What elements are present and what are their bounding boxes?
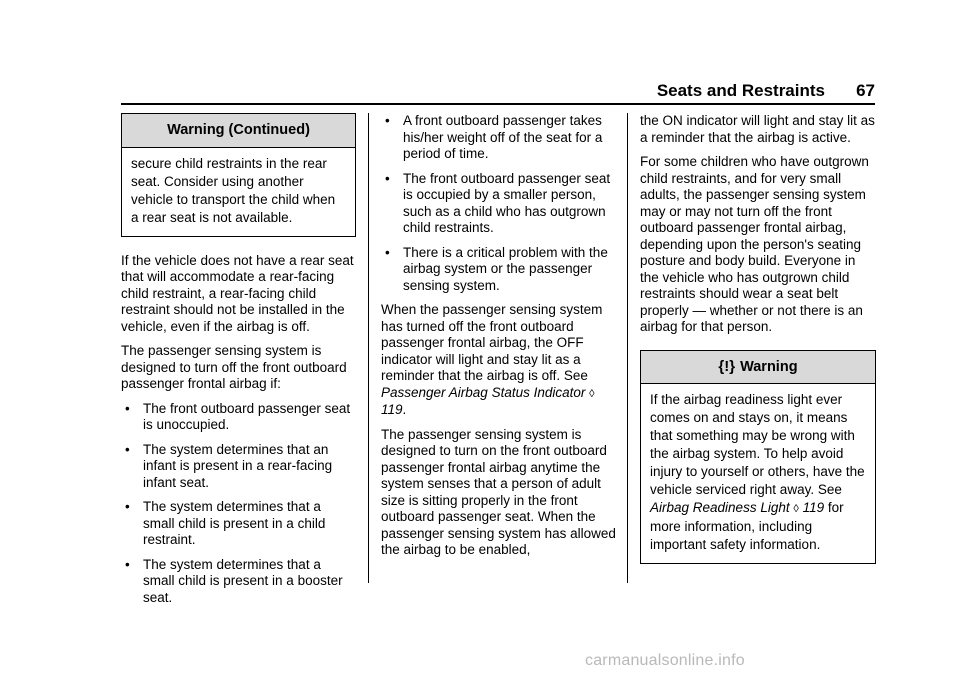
warning-continued-title: Warning (Continued): [122, 114, 355, 148]
page-number: 67: [856, 81, 875, 100]
list-item: • There is a critical problem with the airbag system or the passenger sensing system.: [385, 244, 608, 293]
column-1: [121, 113, 356, 614]
bullet-icon: •: [385, 170, 390, 186]
paragraph: When the passenger sensing system has turned off the front outboard passenger frontal airbag, the OFF indicator will light and stay lit as a reminder that the airbag is off. See Passenger Airbag Status Indicator ◊ 119.: [381, 302, 603, 417]
warning-continued-body: secure child restraints in the rear seat. Consider using another vehicle to transport the child when a rear seat is not available.: [131, 155, 336, 225]
page-reference-number[interactable]: 119: [381, 402, 403, 417]
warning-icon: {!}: [718, 357, 736, 375]
page-reference-number[interactable]: 119: [802, 500, 825, 515]
column-3: [640, 113, 876, 564]
list-item: • A front outboard passenger takes his/her weight off of the seat for a period of time.: [385, 113, 603, 161]
bullet-icon: •: [125, 400, 130, 416]
paragraph: If the vehicle does not have a rear seat that will accommodate a rear-facing child restraint, a rear-facing child restraint should not be installed in the vehicle, even if the airbag is off.: [121, 252, 354, 334]
warning-box: [640, 350, 876, 565]
warning-title: {!} Warning: [641, 351, 875, 385]
bullet-icon: •: [385, 244, 390, 260]
bullet-icon: •: [385, 113, 390, 128]
section-title: Seats and Restraints: [656, 81, 825, 100]
list-item: • The front outboard passenger seat is unoccupied.: [125, 400, 351, 432]
list-item: • The system determines that a small child is present in a child restraint.: [125, 499, 326, 547]
warning-body: If the airbag readiness light ever comes on and stays on, it means that something may be wrong with the airbag system. To help avoid injury to yourself or others, have the vehicle serviced right away. See Airbag Readiness Light ◊ 119 for more information, including important safety information.: [650, 392, 865, 552]
list-item: • The front outboard passenger seat is occupied by a smaller person, such as a child who has outgrown child restraints.: [385, 170, 611, 235]
list-item: • The system determines that an infant is present in a rear-facing infant seat.: [125, 441, 333, 490]
page-header: [121, 81, 875, 105]
bullet-icon: •: [125, 441, 130, 457]
warning-continued-box: [121, 113, 356, 237]
page-reference-icon: ◊: [589, 387, 595, 400]
column-divider-1: [368, 113, 369, 583]
column-divider-2: [627, 113, 628, 583]
column-2: [381, 113, 616, 567]
paragraph: The passenger sensing system is designed to turn off the front outboard passenger frontal airbag if:: [121, 343, 347, 391]
watermark: carmanualsonline.info: [585, 652, 745, 669]
cross-reference-link[interactable]: Airbag Readiness Light: [650, 500, 790, 515]
bullet-icon: •: [125, 556, 130, 572]
cross-reference-link[interactable]: Passenger Airbag Status Indicator: [381, 384, 586, 400]
page-reference-icon: ◊: [793, 503, 799, 515]
bullet-icon: •: [125, 499, 130, 514]
list-item: • The system determines that a small child is present in a booster seat.: [125, 556, 343, 605]
paragraph: For some children who have outgrown child restraints, and for very small adults, the passenger sensing system may or may not turn off the front outboard passenger frontal airbag, depending upon the person's seating posture and body build. Everyone in the vehicle who has outgrown child restraints should wear a seat belt properly — whether or not there is an airbag for that person.: [640, 154, 869, 334]
paragraph: the ON indicator will light and stay lit as a reminder that the airbag is active.: [640, 113, 875, 145]
paragraph: The passenger sensing system is designed to turn on the front outboard passenger frontal airbag anytime the system senses that a person of adult size is sitting properly in the front outboard passenger seat. When the passenger sensing system has allowed the airbag to be enabled,: [381, 426, 616, 557]
